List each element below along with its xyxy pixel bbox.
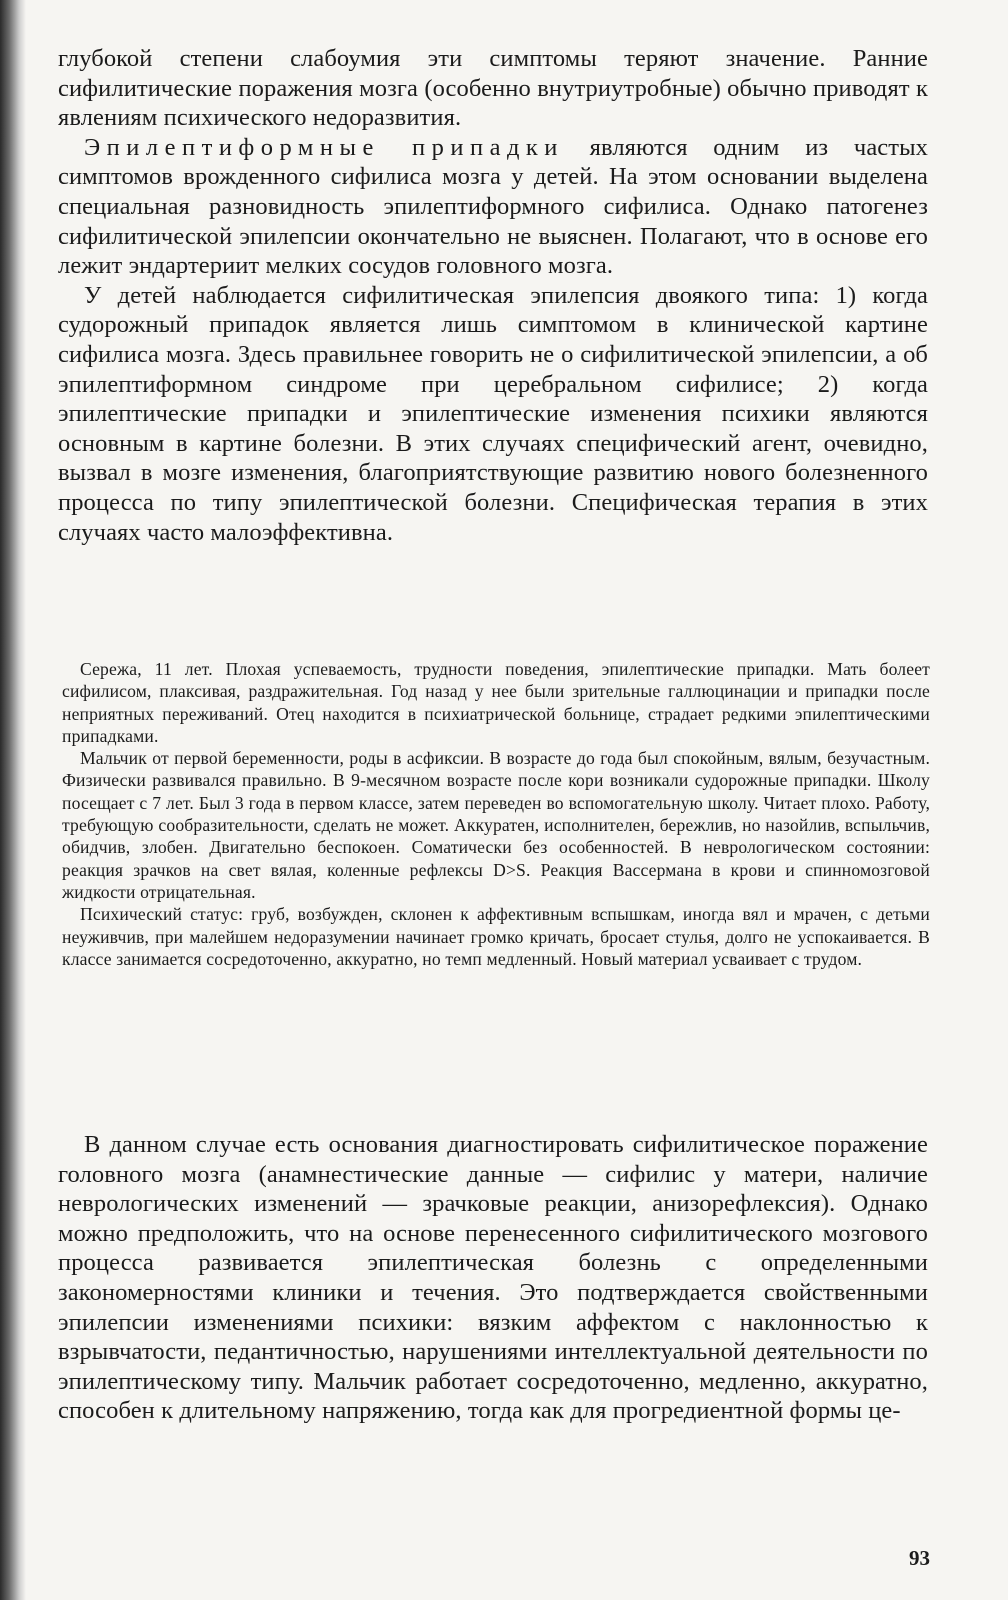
case-paragraph-anamnesis: Мальчик от первой беременности, роды в асфиксии. В возрасте до года был спокойным, вялым, безучастным. Физически развивался правильно. В 9-месячном возрасте после кори возникали судорожные припадки. Школу посещает с 7 лет. Был 3 года в первом классе, затем переведен во вспомогательную школу. Читает плохо. Работу, требующую сообразительности, сделать не может. Аккуратен, исполнителен, бережлив, но назойлив, вспыльчив, обидчив, злобен. Двигательно беспокоен. Соматически без особенностей. В неврологическом состоянии: реакция зрачков на свет вялая, коленные рефлексы D>S. Реакция Вассермана в крови и спинномозговой жидкости отрицательная. (62, 748, 930, 902)
spaced-term: Эпилептиформные припадки (84, 133, 564, 161)
paragraph-continuation: глубокой степени слабоумия эти симптомы теряют значение. Ранние сифилитические поражения мозга (особенно внутриутробные) обычно приводят к явлениям психического недоразвития. (58, 45, 928, 132)
paragraph-epileptiform (58, 133, 928, 281)
paragraph-two-types: У детей наблюдается сифилитическая эпилепсия двоякого типа: 1) когда судорожный припадок является лишь симптомом в клинической картине сифилиса мозга. Здесь правильнее говорить не о сифилитической эпилепсии, а об эпилептиформном синдроме при церебральном сифилисе; 2) когда эпилептические припадки и эпилептические изменения психики являются основным в картине болезни. В этих случаях специфический агент, очевидно, вызвал в мозге изменения, благоприятствующие развитию нового болезненного процесса по типу эпилептической болезни. Специфическая терапия в этих случаях часто малоэффективна. (58, 281, 928, 546)
page-number: 93 (909, 1546, 930, 1570)
case-paragraph-intro: Сережа, 11 лет. Плохая успеваемость, трудности поведения, эпилептические припадки. Мать болеет сифилисом, плаксивая, раздражительная. Год назад у нее были зрительные галлюцинации и припадки после неприятных переживаний. Отец находится в психиатрической больнице, страдает редкими эпилептическими припадками. (62, 659, 930, 746)
binding-shadow (0, 0, 26, 1600)
paragraph-diagnosis: В данном случае есть основания диагностировать сифилитическое поражение головного мозга (анамнестические данные — сифилис у матери, наличие неврологических изменений — зрачковые реакции, анизорефлексия). Однако можно предположить, что на основе перенесенного сифилитического мозгового процесса развивается эпилептическая болезнь с определенными закономерностями клиники и течения. Это подтверждается свойственными эпилепсии изменениями психики: вязким аффектом с наклонностью к взрывчатости, педантичностью, нарушениями интеллектуальной деятельности по эпилептическому типу. Мальчик работает сосредоточенно, медленно, аккуратно, способен к длительному напряжению, тогда как для прогредиентной формы це- (58, 1131, 928, 1425)
case-paragraph-status: Психический статус: груб, возбужден, склонен к аффективным вспышкам, иногда вял и мрачен, с детьми неуживчив, при малейшем недоразумении начинает громко кричать, бросает стулья, долго не успокаивается. В классе занимается сосредоточенно, аккуратно, но темп медленный. Новый материал усваивает с трудом. (62, 904, 930, 969)
main-text-bottom (58, 1130, 928, 1426)
case-history (62, 658, 930, 970)
paragraph-epileptiform-text: являются одним из частых симптомов врожденного сифилиса мозга у детей. На этом основании выделена специальная разновидность эпилептиформного сифилиса. Однако патогенез сифилитической эпилепсии окончательно не выяснен. Полагают, что в основе его лежит эндартериит мелких сосудов головного мозга. (58, 133, 928, 280)
main-text-top (58, 44, 928, 547)
